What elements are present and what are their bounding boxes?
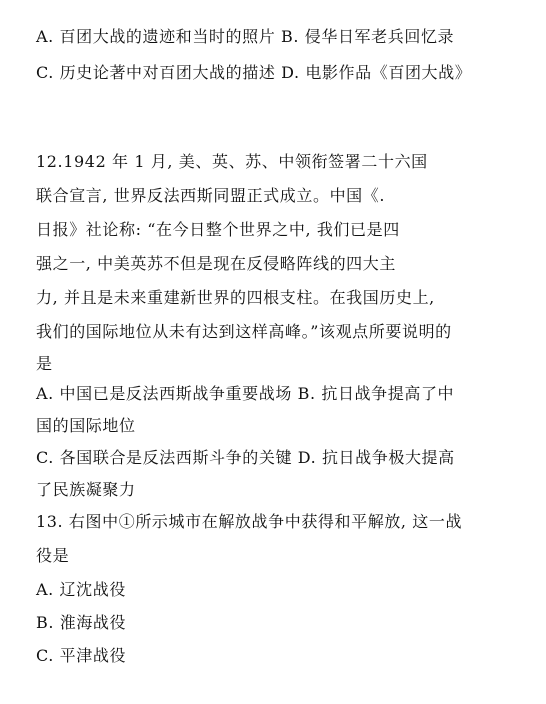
q12-stem-line-6: 我们的国际地位从未有达到这样高峰。”该观点所要说明的 [36, 322, 452, 341]
q12-options-ab-line-1: A. 中国已是反法西斯战争重要战场 B. 抗日战争提高了中 [36, 384, 455, 403]
q13-stem-line-2: 役是 [36, 546, 70, 565]
q12-stem-line-4: 强之一, 中美英苏不但是现在反侵略阵线的四大主 [36, 254, 396, 273]
q13-option-a: A. 辽沈战役 [36, 580, 126, 599]
q12-stem-line-2: 联合宣言, 世界反法西斯同盟正式成立。中国《. [36, 186, 386, 205]
q13-option-b: B. 淮海战役 [36, 613, 127, 632]
q11-options-ab: A. 百团大战的遗迹和当时的照片 B. 侵华日军老兵回忆录 [36, 27, 455, 46]
q12-options-cd-line-1: C. 各国联合是反法西斯斗争的关键 D. 抗日战争极大提高 [36, 448, 455, 467]
q13-option-c: C. 平津战役 [36, 646, 127, 665]
q12-stem-line-3: 日报》社论称: “在今日整个世界之中, 我们已是四 [36, 220, 400, 239]
q12-stem-line-7: 是 [36, 354, 53, 373]
q12-stem-line-5: 力, 并且是未来重建新世界的四根支柱。在我国历史上, [36, 288, 435, 307]
q12-stem-line-1: 12.1942 年 1 月, 美、英、苏、中领衔签署二十六国 [36, 152, 428, 171]
q12-options-cd-line-2: 了民族凝聚力 [36, 480, 136, 499]
q12-options-ab-line-2: 国的国际地位 [36, 416, 136, 435]
q13-stem-line-1: 13. 右图中①所示城市在解放战争中获得和平解放, 这一战 [36, 512, 463, 531]
q11-options-cd: C. 历史论著中对百团大战的描述 D. 电影作品《百团大战》 [36, 63, 472, 82]
